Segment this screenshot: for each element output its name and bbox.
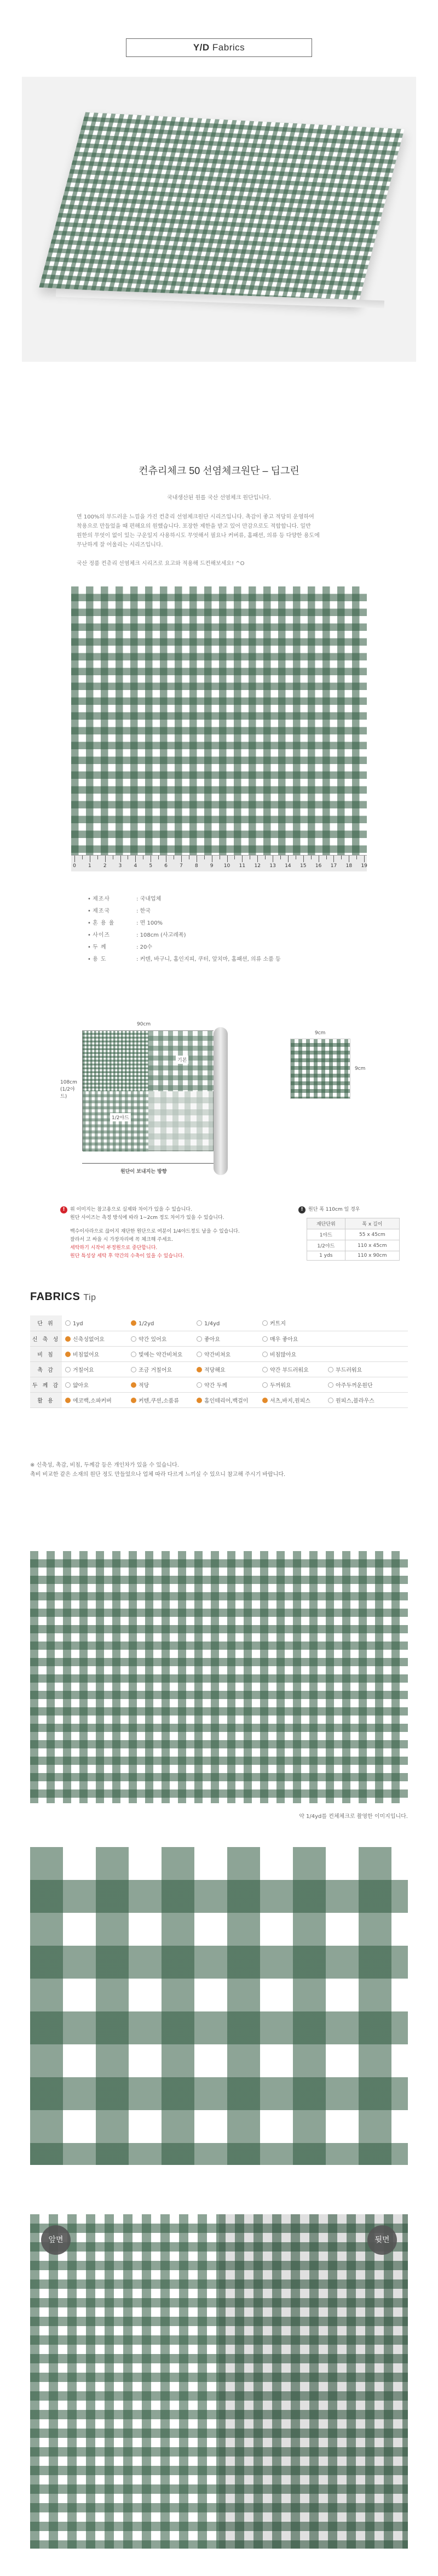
- tip-option-label: 약간비쳐요: [204, 1352, 231, 1358]
- tip-option: [262, 1350, 328, 1358]
- tip-row-head: 활 용: [30, 1392, 62, 1407]
- tip-row-head: 신 축 성: [30, 1331, 62, 1346]
- tip-option-label: 적당해요: [204, 1367, 226, 1374]
- ruler-tick: [227, 856, 228, 862]
- spec-value: : 20수: [136, 944, 153, 950]
- tip-row: [30, 1315, 408, 1331]
- tip-option: [65, 1365, 131, 1374]
- ruler-tick-half: [280, 856, 281, 859]
- tip-option: [262, 1335, 328, 1343]
- spec-label: 두 께: [93, 944, 107, 950]
- tip-option-label: 에코백,소파커버: [73, 1398, 112, 1404]
- circle-icon: [197, 1336, 202, 1342]
- ruler-tick-half: [311, 856, 312, 859]
- ruler-number: 7: [180, 863, 183, 869]
- table-cell: 55 x 45cm: [345, 1229, 399, 1240]
- ruler-tick-half: [356, 856, 357, 859]
- tip-row-head: 비 침: [30, 1346, 62, 1361]
- tip-option: [131, 1335, 197, 1343]
- spec-value: : 커텐, 바구니, 홈인지피, 쿠터, 앞치마, 홈패션, 의류 소품 등: [136, 956, 281, 962]
- cut-table: [307, 1218, 400, 1261]
- circle-icon: [262, 1367, 268, 1372]
- spec-row: • 사이즈 : 108cm (사고레폭): [88, 930, 361, 942]
- tip-option-label: 조금 거칠어요: [139, 1367, 172, 1374]
- tip-option: [328, 1396, 394, 1404]
- fabric-swatch: [71, 586, 367, 855]
- circle-icon: [197, 1382, 202, 1388]
- tip-option-label: 커텐,쿠션,소품류: [139, 1398, 179, 1404]
- swatch-size-label-side: 9cm: [355, 1066, 366, 1072]
- circle-icon: [131, 1336, 136, 1342]
- tip-options: [62, 1361, 408, 1377]
- tip-option: [65, 1320, 131, 1327]
- selected-circle-icon: [131, 1398, 136, 1403]
- table-cell: 1/2야드: [307, 1240, 345, 1251]
- circle-icon: [262, 1382, 268, 1388]
- warning-icon: !: [60, 1206, 67, 1213]
- tip-option-label: 부드러워요: [336, 1367, 362, 1374]
- diagram-arrow: [82, 1163, 214, 1164]
- note-text: 위 이미지는 참고용으로 실제와 차이가 있을 수 있습니다.: [70, 1207, 192, 1212]
- tip-option: [65, 1335, 131, 1343]
- spec-label: 용 도: [93, 956, 107, 962]
- tip-options: [62, 1315, 408, 1331]
- tip-option-label: 원피스,블라우스: [336, 1398, 374, 1404]
- tip-row-head: 단 위: [30, 1315, 62, 1331]
- spec-row: • 제조사 : 국내업체: [88, 893, 361, 905]
- ruler-tick-half: [158, 856, 159, 859]
- table-header: 폭 x 길이: [345, 1218, 399, 1229]
- ruler-number: 11: [239, 863, 246, 869]
- tip-options: [62, 1331, 408, 1346]
- tip-row: [30, 1392, 408, 1407]
- circle-icon: [328, 1367, 333, 1372]
- category-label: Fabrics: [212, 42, 245, 53]
- cut-table-title: [298, 1206, 408, 1214]
- ruler-number: 6: [164, 863, 168, 869]
- circle-icon: [262, 1352, 268, 1357]
- ruler-tick-half: [97, 856, 98, 859]
- tip-option: [262, 1396, 328, 1404]
- tip-option-label: 약간 있어요: [139, 1336, 167, 1343]
- tip-note: ※ 신축성, 촉감, 비침, 두께감 등은 개인차가 있을 수 있습니다.: [30, 1462, 179, 1468]
- tip-option: [131, 1381, 197, 1389]
- ruler-tick: [181, 856, 182, 862]
- tip-option: [65, 1396, 131, 1404]
- notes-block: [60, 1206, 268, 1261]
- product-title: 컨츄리체크 50 선염체크원단 – 딥그린: [139, 465, 299, 476]
- ruler-number: 14: [285, 863, 291, 869]
- desc-line: 원한의 무엇이 없이 있는 구운일지 사용하시도 무엇해서 필요나 커버류, 홈패션, 의류 등 다양한 용도에: [77, 533, 320, 539]
- table-cell: 110 x 90cm: [345, 1251, 399, 1261]
- ruler-number: 1: [88, 863, 91, 869]
- tip-option-label: 비침없어요: [73, 1352, 100, 1358]
- note-text: 잘라서 고 싸을 시 가장자리에 꼭 체크해 주세요.: [70, 1237, 174, 1243]
- tip-title-main: FABRICS: [30, 1291, 80, 1303]
- tip-options: [62, 1346, 408, 1361]
- ruler-tick: [242, 856, 243, 862]
- diagram-arrow-label: 원단이 보내지는 방향: [120, 1169, 167, 1175]
- product-desc-3: 국산 정품 컨츄리 선염체크 시리즈로 요고와 적용해 드컨해보세요! ^O: [77, 561, 245, 567]
- diagram-one-label: 1/2야드: [110, 1113, 131, 1121]
- spec-value: : 국내업체: [136, 896, 162, 902]
- tip-option-label: 빛에는 약간비쳐요: [139, 1352, 183, 1358]
- selected-circle-icon: [262, 1398, 268, 1403]
- tip-options: [62, 1377, 408, 1392]
- folded-fabric-image: [39, 112, 404, 304]
- table-cell: 1 yds: [307, 1251, 345, 1261]
- ruler-number: 9: [210, 863, 214, 869]
- ruler-number: 10: [223, 863, 230, 869]
- tip-option: [131, 1350, 197, 1358]
- spec-value: : 108cm (사고레폭): [136, 932, 186, 938]
- ruler-tick-half: [234, 856, 235, 859]
- tip-option-label: 아주두꺼운원단: [336, 1382, 373, 1389]
- table-cell: 1야드: [307, 1229, 345, 1240]
- ruler-tick: [135, 856, 136, 862]
- circle-icon: [65, 1382, 71, 1388]
- ruler-tick-half: [326, 856, 327, 859]
- spec-list: [88, 893, 361, 966]
- circle-icon: [65, 1320, 71, 1326]
- tip-option: [197, 1350, 262, 1358]
- brand-header: [126, 38, 312, 57]
- circle-icon: [262, 1320, 268, 1326]
- cut-table-title-text: 원단 폭 110cm 일 경우: [308, 1207, 360, 1212]
- ruler-number: 3: [118, 863, 122, 869]
- spec-row: • 제조국 : 한국: [88, 905, 361, 917]
- ruler-number: 0: [73, 863, 76, 869]
- table-cell: 110 x 45cm: [345, 1240, 399, 1251]
- diagram-fabric: [82, 1030, 214, 1151]
- tip-option-label: 신축성없어요: [73, 1336, 105, 1343]
- diagram-height-label: 108cm (1/2야드): [60, 1080, 77, 1099]
- product-desc-2: [77, 512, 361, 550]
- ruler-number: 2: [103, 863, 107, 869]
- ruler-tick: [257, 856, 258, 862]
- note-text: 백수이사라으로 끊어지 재단한 원단으로 여분이 1/4야드정도 남을 수 있습니다.: [70, 1229, 240, 1234]
- tip-row-head: 촉 감: [30, 1361, 62, 1377]
- tip-option: [65, 1350, 131, 1358]
- circle-icon: [328, 1398, 333, 1403]
- tip-option: [131, 1365, 197, 1374]
- circle-icon: [65, 1367, 71, 1372]
- table-row: [307, 1229, 400, 1240]
- measuring-ruler: [71, 855, 367, 871]
- tip-option: [262, 1319, 328, 1327]
- desc-line: 착용으로 만들었을 때 편해요의 원했습니다. 포장한 제한을 받고 있어 만감으로도 적합합니다. 일반: [77, 523, 311, 529]
- ruler-tick: [303, 856, 304, 862]
- tip-option-label: 셔츠,바지,원피스: [270, 1398, 310, 1404]
- tip-option-label: 좋아요: [204, 1336, 220, 1343]
- tip-note: 촉비 비교한 같은 소재의 원단 정도 만들었으나 업체 따라 다르게 느끼실 수 있으니 참고해 주시기 바랍니다.: [30, 1472, 286, 1478]
- fabric-photo-front-back: [30, 2214, 408, 2549]
- diagram-pattern-c: [83, 1091, 148, 1152]
- selected-circle-icon: [197, 1398, 202, 1403]
- ruler-number: 5: [149, 863, 153, 869]
- tip-row: [30, 1331, 408, 1346]
- ruler-tick-half: [204, 856, 205, 859]
- back-badge: 뒷면: [367, 2225, 397, 2255]
- tip-options: [62, 1392, 408, 1407]
- tip-option: [197, 1365, 262, 1374]
- table-row: [307, 1251, 400, 1261]
- fabric-roll: [214, 1027, 228, 1175]
- note-line: [60, 1206, 268, 1214]
- swatch-size-label: 9cm: [315, 1030, 326, 1036]
- spec-label: 제조국: [93, 908, 111, 914]
- fabric-photo-closeup: [30, 1847, 408, 2165]
- note-text: 원단 사이즈는 측정 방식에 따라 1~2cm 정도 차이가 있을 수 있습니다.: [70, 1215, 224, 1221]
- tip-option: [197, 1335, 262, 1343]
- tip-option: [262, 1365, 328, 1374]
- tip-row: [30, 1361, 408, 1377]
- desc-line: 무난하게 잘 어울리는 시리즈입니다.: [77, 542, 163, 548]
- ruler-number: 4: [134, 863, 137, 869]
- spec-row: • 두 께 : 20수: [88, 942, 361, 954]
- back-side-shade: [219, 2214, 408, 2549]
- ruler-number: 8: [194, 863, 198, 869]
- spec-row: • 용 도 : 커텐, 바구니, 홈인지피, 쿠터, 앞치마, 홈패션, 의류 소품 등: [88, 954, 361, 966]
- tip-option: [131, 1320, 197, 1327]
- tip-option-label: 1yd: [73, 1321, 83, 1327]
- cutting-diagram: [60, 1019, 246, 1195]
- selected-circle-icon: [197, 1367, 202, 1372]
- tip-option-label: 1/4yd: [204, 1321, 220, 1327]
- ruler-tick-half: [265, 856, 266, 859]
- product-desc-1: 국내생산된 원를 국산 선염체크 원단입니다.: [167, 495, 271, 501]
- tip-option-label: 얇아요: [73, 1382, 89, 1389]
- selected-circle-icon: [131, 1320, 136, 1326]
- ruler-tick-half: [341, 856, 342, 859]
- ruler-number: 13: [269, 863, 276, 869]
- tip-option-label: 홈인테리어,백걸이: [204, 1398, 249, 1404]
- circle-icon: [197, 1320, 202, 1326]
- note-red-text: 원단 특성상 세탁 후 약간의 수축이 있을 수 있습니다.: [70, 1253, 185, 1259]
- table-header-row: [307, 1218, 400, 1229]
- desc-line: 면 100%의 부드러운 느낌을 가진 컨츄리 선염체크원단 시리즈입니다. 촉감이 좋고 적당히 운영하여: [77, 514, 314, 520]
- spec-value: : 면 100%: [136, 920, 163, 926]
- spec-value: : 한국: [136, 908, 151, 914]
- selected-circle-icon: [65, 1352, 71, 1357]
- selected-circle-icon: [65, 1336, 71, 1342]
- tip-notes: [30, 1461, 408, 1479]
- ruler-tick: [120, 856, 121, 862]
- selected-circle-icon: [131, 1382, 136, 1388]
- ruler-tick: [105, 856, 106, 862]
- tip-option: [262, 1381, 328, 1389]
- tip-option-label: 거칠어요: [73, 1367, 94, 1374]
- circle-icon: [131, 1352, 136, 1357]
- ruler-tick: [333, 856, 334, 862]
- tip-option-label: 비침많아요: [270, 1352, 297, 1358]
- tip-option-label: 매우 좋아요: [270, 1336, 298, 1343]
- tip-option: [131, 1396, 197, 1404]
- circle-icon: [131, 1367, 136, 1372]
- table-header: 재단단위: [307, 1218, 345, 1229]
- tip-title: [30, 1291, 96, 1303]
- spec-label: 혼 용 율: [93, 920, 115, 926]
- ruler-number: 17: [330, 863, 337, 869]
- ruler-number: 18: [345, 863, 353, 869]
- diagram-two-label: 기본: [176, 1056, 188, 1064]
- diagram-pattern-a: [83, 1031, 148, 1091]
- tip-option-label: 약간 두께: [204, 1382, 227, 1389]
- tip-row: [30, 1377, 408, 1392]
- fabric-photo-flat: [30, 1551, 408, 1803]
- tip-row: [30, 1346, 408, 1361]
- spec-label: 제조사: [93, 896, 111, 902]
- front-badge: 앞면: [41, 2225, 71, 2255]
- ruler-number: 16: [315, 863, 322, 869]
- tip-option: [197, 1320, 262, 1327]
- info-icon: !: [298, 1206, 306, 1213]
- circle-icon: [197, 1352, 202, 1357]
- tip-option: [328, 1381, 394, 1389]
- tip-option: [197, 1381, 262, 1389]
- tip-option-label: 1/2yd: [139, 1321, 154, 1327]
- tip-title-sub: Tip: [83, 1293, 96, 1302]
- tip-table: [30, 1315, 408, 1408]
- tip-row-head: 두 께 감: [30, 1377, 62, 1392]
- small-swatch: [290, 1039, 350, 1099]
- note-red-text: 세탁하기 시작이 부정원으로 중단합니다.: [70, 1245, 158, 1251]
- spec-label: 사이즈: [93, 932, 111, 938]
- photo-caption: 약 1/4yd를 컨체체크로 촬영한 이미지입니다.: [299, 1814, 408, 1820]
- tip-option-label: 적당: [139, 1382, 149, 1389]
- ruler-tick: [288, 856, 289, 862]
- diagram-pattern-d: [148, 1091, 214, 1152]
- tip-option: [197, 1396, 262, 1404]
- ruler-number: 12: [254, 863, 261, 869]
- ruler-number: 15: [300, 863, 307, 869]
- tip-option: [65, 1381, 131, 1389]
- tip-option-label: 두꺼워요: [270, 1382, 291, 1389]
- tip-option-label: 커트지: [270, 1321, 286, 1327]
- ruler-tick: [74, 856, 75, 862]
- table-row: [307, 1240, 400, 1251]
- spec-row: • 혼 용 율 : 면 100%: [88, 917, 361, 930]
- diagram-width-label: 90cm: [137, 1022, 151, 1027]
- selected-circle-icon: [65, 1398, 71, 1403]
- ruler-number: 19: [361, 863, 367, 869]
- circle-icon: [328, 1382, 333, 1388]
- ruler-tick-half: [82, 856, 83, 859]
- product-photo: [22, 77, 416, 362]
- tip-option-label: 약간 부드러워요: [270, 1367, 309, 1374]
- brand-label: Y/D: [193, 42, 210, 53]
- ruler-tick: [364, 856, 365, 862]
- tip-option: [328, 1365, 394, 1374]
- circle-icon: [262, 1336, 268, 1342]
